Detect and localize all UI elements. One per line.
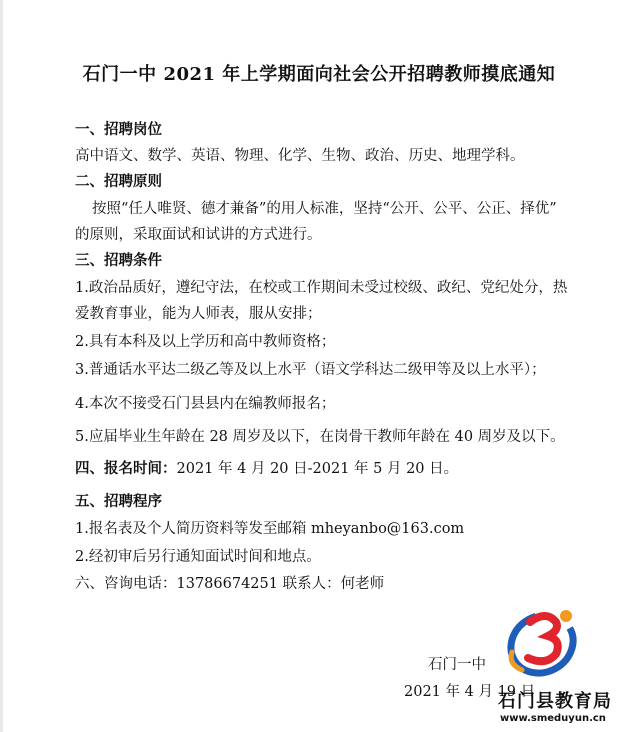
- contact-info: 六、咨询电话：13786674251 联系人：何老师: [75, 576, 385, 592]
- signature-date: 2021 年 4 月 19 日: [404, 684, 536, 700]
- shimen-education-logo-icon: [502, 600, 582, 680]
- section-heading-positions: 一、招聘岗位: [75, 121, 162, 138]
- registration-time-value: 2021 年 4 月 20 日-2021 年 5 月 20 日。: [176, 461, 459, 477]
- condition-item-4: 4.本次不接受石门县县内在编教师报名；: [75, 396, 336, 412]
- section-heading-procedure: 五、招聘程序: [75, 493, 162, 510]
- condition-item-1-line2: 爱教育事业，能为人师表，服从安排；: [75, 306, 322, 322]
- registration-time: [75, 457, 458, 478]
- condition-item-2: 2.具有本科及以上学历和高中教师资格；: [75, 334, 336, 350]
- section-heading-conditions: 三、招聘条件: [75, 252, 162, 269]
- section-heading-registration: 四、报名时间：: [75, 460, 177, 477]
- signature-org: 石门一中: [428, 657, 486, 673]
- procedure-item-1: 1.报名表及个人简历资料等发至邮箱 mheyanbo@163.com: [75, 521, 465, 537]
- condition-item-3: 3.普通话水平达二级乙等及以上水平（语文学科达二级甲等及以上水平）；: [75, 362, 546, 378]
- watermark-url: www.smeduyun.cn: [500, 713, 606, 724]
- procedure-item-2: 2.经初审后另行通知面试时间和地点。: [75, 549, 321, 565]
- condition-item-5: 5.应届毕业生年龄在 28 周岁及以下，在岗骨干教师年龄在 40 周岁及以下。: [75, 429, 565, 445]
- condition-item-1-line1: 1.政治品质好，遵纪守法，在校或工作期间未受过校级、政纪、党纪处分，热: [75, 280, 568, 296]
- document-title: 石门一中 2021 年上学期面向社会公开招聘教师摸底通知: [82, 64, 556, 85]
- section-text-principles-line2: 的原则，采取面试和试讲的方式进行。: [75, 227, 322, 243]
- section-heading-principles: 二、招聘原则: [75, 173, 162, 190]
- watermark-title: 石门县教育局: [498, 691, 612, 712]
- page-edge: [0, 0, 3, 732]
- section-text-principles-line1: 按照“任人唯贤、德才兼备”的用人标准，坚持“公开、公平、公正、择优”: [92, 201, 557, 217]
- section-text-positions: 高中语文、数学、英语、物理、化学、生物、政治、历史、地理学科。: [75, 148, 525, 164]
